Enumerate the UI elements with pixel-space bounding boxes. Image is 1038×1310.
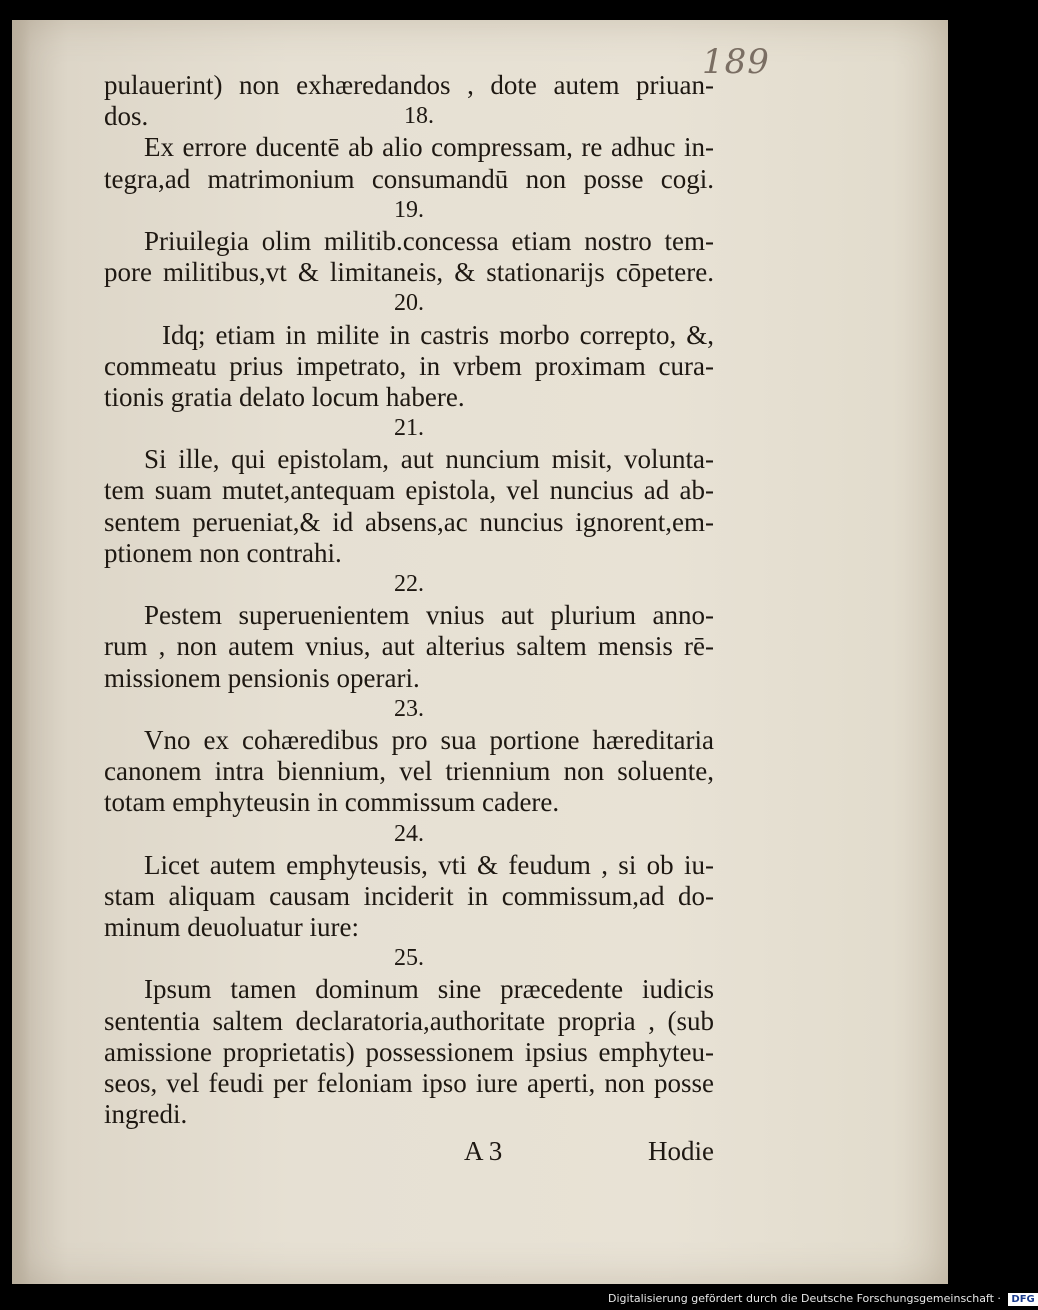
- credit-text: Digitalisierung gefördert durch die Deutsche Forschungsgemeinschaft ·: [608, 1292, 1001, 1305]
- text-line: Licet autem emphyteusis, vti & feudum , si ob iu-: [144, 849, 714, 880]
- article-number: 20.: [394, 290, 424, 317]
- text-line: dos.: [104, 101, 149, 132]
- text-line: pore militibus,vt & limitaneis, & stationarijs cōpetere.: [104, 257, 714, 288]
- page-edge-shadow: [12, 20, 30, 1284]
- text-line: Idq; etiam in milite in castris morbo correpto, &,: [162, 319, 714, 350]
- text-line: Ipsum tamen dominum sine præcedente iudicis: [144, 974, 714, 1005]
- catchword: Hodie: [648, 1136, 714, 1166]
- folio-number: 189: [702, 42, 770, 82]
- text-line: tegra,ad matrimonium consumandū non posse cogi.: [104, 163, 714, 194]
- text-line: Priuilegia olim militib.concessa etiam nostro tem-: [144, 225, 714, 256]
- text-line: tem suam mutet,antequam epistola, vel nuncius ad ab-: [104, 475, 714, 506]
- text-line: totam emphyteusin in commissum cadere.: [104, 787, 560, 818]
- text-line: ptionem non contrahi.: [104, 537, 342, 568]
- text-line: Si ille, qui epistolam, aut nuncium misit, volunta-: [144, 444, 714, 475]
- digitization-credit: [608, 1292, 1038, 1306]
- text-line: pulauerint) non exhæredandos , dote autem priuan-: [104, 70, 714, 100]
- text-line: minum deuoluatur iure:: [104, 912, 359, 943]
- text-line: sententia saltem declaratoria,authoritate propria , (sub: [104, 1005, 714, 1036]
- article-number: 24.: [394, 820, 424, 847]
- article-number: 19.: [394, 196, 424, 223]
- text-block: [104, 70, 714, 1130]
- text-line: Pestem superuenientem vnius aut plurium anno-: [144, 600, 714, 631]
- text-line: commeatu prius impetrato, in vrbem proximam cura-: [104, 350, 714, 381]
- text-line: seos, vel feudi per feloniam ipso iure aperti, non posse: [104, 1068, 714, 1098]
- page-footer-line: [104, 1136, 714, 1170]
- text-line: canonem intra biennium, vel triennium non soluente,: [104, 756, 714, 787]
- signature-mark: A 3: [464, 1136, 503, 1166]
- dfg-logo-icon: DFG: [1008, 1293, 1037, 1306]
- article-number: 25.: [394, 945, 424, 972]
- text-line: missionem pensionis operari.: [104, 662, 420, 693]
- text-line: sentem perueniat,& id absens,ac nuncius ignorent,em-: [104, 506, 714, 537]
- text-line: ingredi.: [104, 1099, 188, 1130]
- text-line: stam aliquam causam inciderit in commissum,ad do-: [104, 880, 714, 911]
- article-number: 22.: [394, 571, 424, 597]
- article-number: 18.: [404, 103, 434, 130]
- text-line: amissione proprietatis) possessionem ipsius emphyteu-: [104, 1036, 714, 1067]
- text-line-with-number: [104, 101, 714, 132]
- text-line: rum , non autem vnius, aut alterius saltem mensis rē-: [104, 631, 714, 662]
- text-line: Vno ex cohæredibus pro sua portione hæreditaria: [144, 724, 714, 755]
- article-number: 21.: [394, 415, 424, 442]
- text-line: Ex errore ducentē ab alio compressam, re adhuc in-: [144, 132, 714, 163]
- article-number: 23.: [394, 695, 424, 722]
- text-line: tionis gratia delato locum habere.: [104, 381, 465, 412]
